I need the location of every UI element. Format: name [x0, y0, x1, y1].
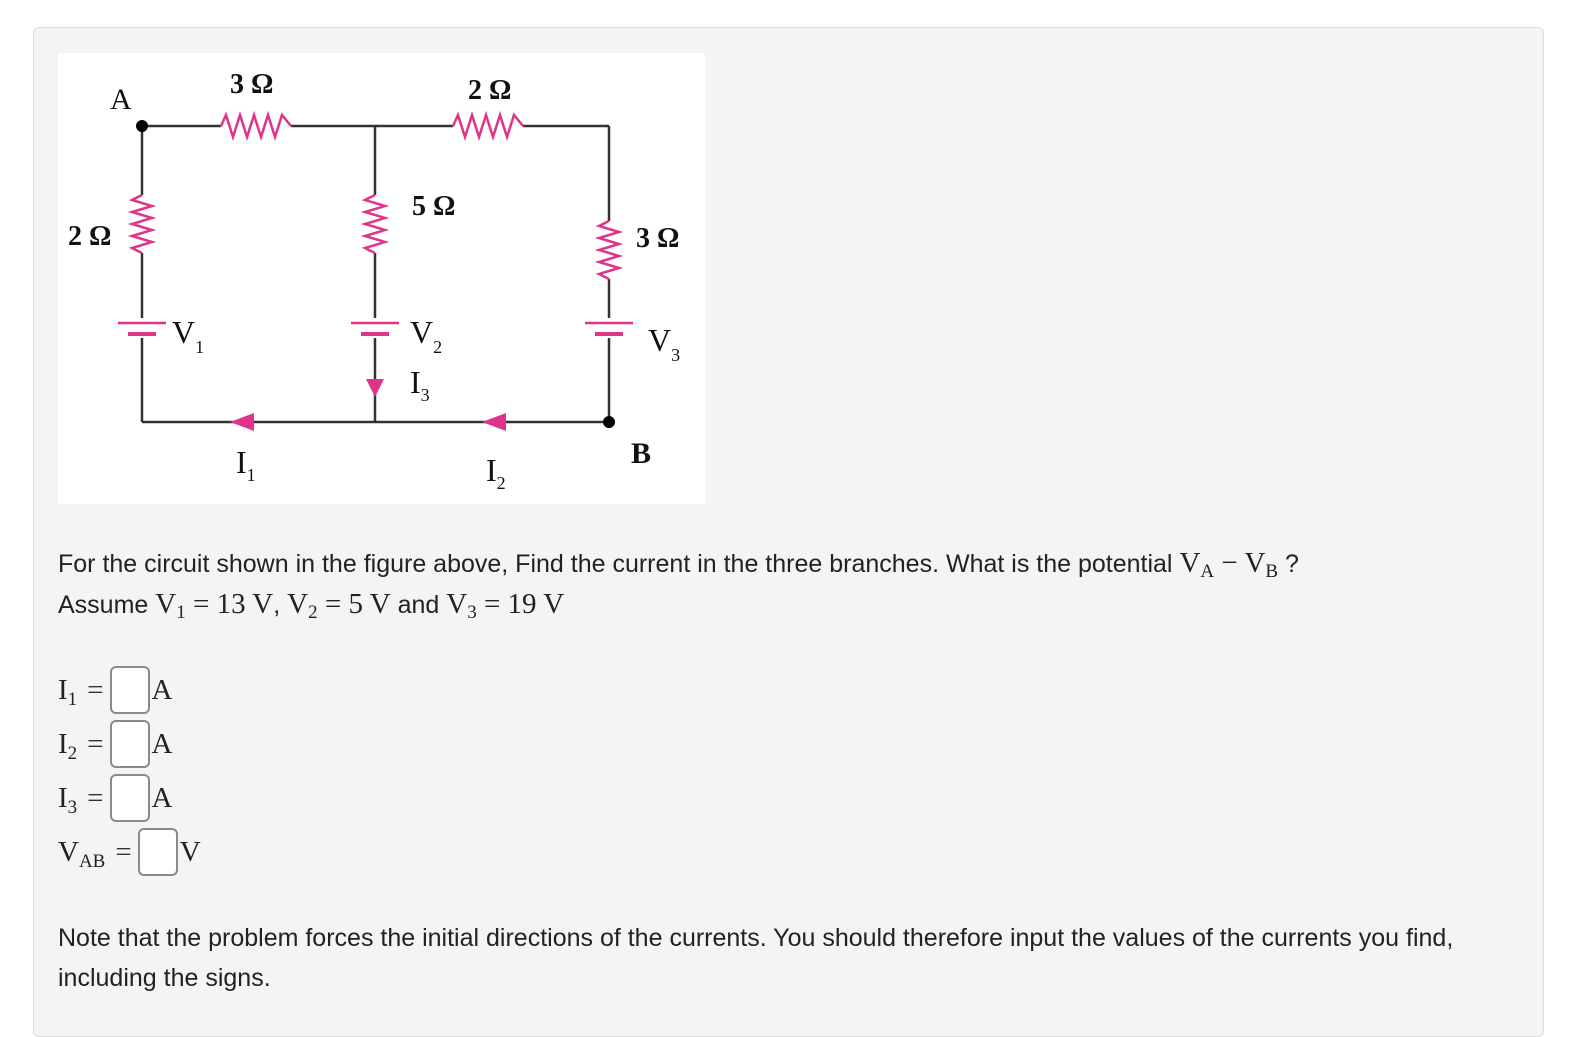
current-arrow-i3: [366, 379, 384, 397]
equals-sign: =: [87, 781, 104, 814]
circuit-diagram: [58, 53, 705, 504]
potential-expression: $V_A - V_B$: [1179, 547, 1279, 582]
node-a-label: A: [110, 83, 132, 116]
answer-row-vab: [58, 826, 201, 878]
current-arrow-i2: [482, 413, 506, 431]
node-b-dot: [603, 416, 615, 428]
r-middle-label: 5 Ω: [412, 191, 456, 222]
sign-note: Note that the problem forces the initial directions of the currents. You should therefore input the values of the currents you find, including the signs.: [58, 924, 1454, 992]
battery-v2: [351, 323, 399, 334]
i2-label: $I_2$: [486, 452, 506, 493]
resistor-middle: [365, 195, 385, 253]
assume-label: Assume: [58, 591, 156, 619]
equals-sign: =: [115, 835, 132, 868]
v3-given: $V_3 = 19$ V: [446, 588, 565, 623]
equals-sign: =: [87, 673, 104, 706]
unit-label: A: [151, 781, 173, 814]
answer-input-i2[interactable]: [110, 720, 150, 768]
question-prompt: For the circuit shown in the figure above, Find the current in the three branches. What is the potential: [58, 550, 1180, 578]
resistor-left: [132, 195, 152, 253]
i1-label: $I_1$: [236, 444, 256, 485]
answer-symbol: $I_3$: [58, 781, 78, 818]
resistor-right: [599, 221, 619, 279]
question-line-1: [58, 543, 1538, 584]
answer-input-i1[interactable]: [110, 666, 150, 714]
i3-label: $I_3$: [410, 364, 430, 405]
v2-given: $V_2 = 5$ V: [287, 588, 391, 623]
v1-given: $V_1 = 13$ V: [155, 588, 274, 623]
and-word: and: [390, 591, 447, 619]
answer-symbol: $V_{AB}$: [58, 835, 106, 872]
circuit-wires: [142, 126, 609, 422]
r-top-left-label: 3 Ω: [230, 69, 274, 100]
answer-row-i1: [58, 664, 172, 716]
question-text: [58, 543, 1538, 625]
question-mark: ?: [1278, 550, 1299, 578]
answer-symbol: $I_1$: [58, 673, 78, 710]
question-line-2: [58, 584, 1538, 625]
resistor-top-right: [453, 115, 523, 137]
r-right-label: 3 Ω: [636, 223, 680, 254]
battery-v1: [118, 323, 166, 334]
resistor-top-left: [221, 115, 291, 137]
v3-label: $V_3$: [648, 322, 681, 365]
unit-label: A: [151, 673, 173, 706]
current-arrow-i1: [230, 413, 254, 431]
v2-label: $V_2$: [410, 314, 443, 357]
node-a-dot: [136, 120, 148, 132]
node-b-label: B: [631, 437, 652, 470]
answer-input-vab[interactable]: [138, 828, 178, 876]
answer-row-i2: [58, 718, 172, 770]
v1-label: $V_1$: [172, 314, 205, 357]
unit-label: A: [151, 727, 173, 760]
comma: ,: [273, 591, 288, 619]
equals-sign: =: [87, 727, 104, 760]
battery-v3: [585, 323, 633, 334]
circuit-figure: [58, 53, 705, 504]
r-top-right-label: 2 Ω: [468, 75, 512, 106]
answer-row-i3: [58, 772, 172, 824]
answer-symbol: $I_2$: [58, 727, 78, 764]
r-left-label: 2 Ω: [68, 221, 112, 252]
answer-input-i3[interactable]: [110, 774, 150, 822]
unit-label: V: [179, 835, 201, 868]
